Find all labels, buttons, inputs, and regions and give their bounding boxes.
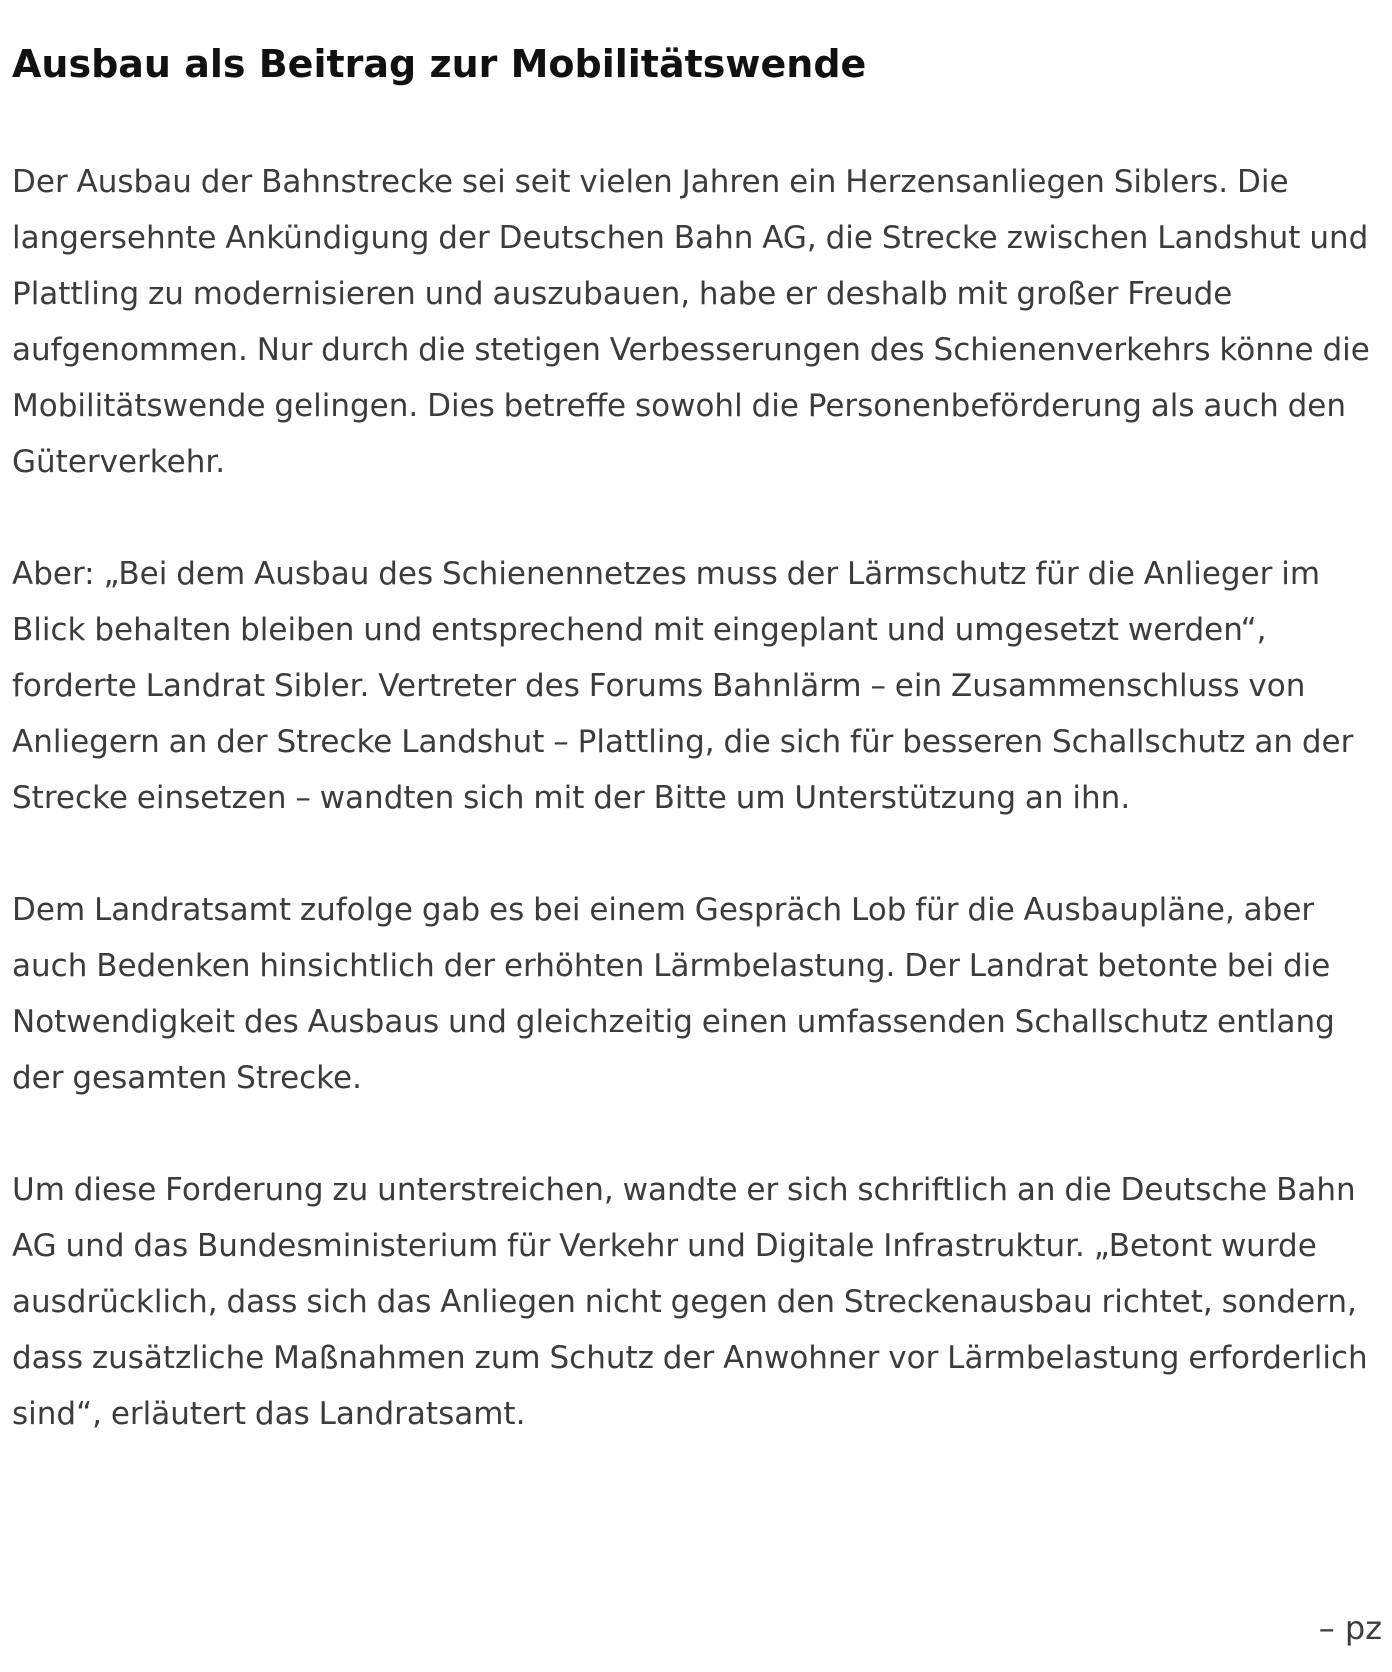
article-paragraph-3: Dem Landratsamt zufolge gab es bei einem Gespräch Lob für die Ausbaupläne, aber auch Bedenken hinsichtlich der erhöhten Lärmbelastung. Der Landrat betonte bei die Notwendigkeit des Ausbaus und gleichzeitig einen umfassenden Schallschutz entlang der gesamten Strecke. [12,892,1335,1096]
article [12,0,1382,1442]
article-paragraph-4: Um diese Forderung zu unterstreichen, wandte er sich schriftlich an die Deutsche Bahn AG und das Bundesministerium für Verkehr und Digitale Infrastruktur. „Betont wurde ausdrücklich, dass sich das Anliegen nicht gegen den Streckenausbau richtet, sondern, dass zusätzliche Maßnahmen zum Schutz der Anwohner vor Lärmbelastung erforderlich sind“, erläutert das Landratsamt. [12,1172,1368,1432]
article-heading: Ausbau als Beitrag zur Mobilitätswende [12,42,867,86]
article-paragraph-2: Aber: „Bei dem Ausbau des Schienennetzes muss der Lärmschutz für die Anlieger im Blick behalten bleiben und entsprechend mit eingeplant und umgesetzt werden“, forderte Landrat Sibler. Vertreter des Forums Bahnlärm – ein Zusammenschluss von Anliegern an der Strecke Landshut – Plattling, die sich für besseren Schallschutz an der Strecke einsetzen – wandten sich mit der Bitte um Unterstützung an ihn. [12,556,1354,816]
author-signature: – pz [1318,1609,1382,1647]
article-paragraph-1: Der Ausbau der Bahnstrecke sei seit vielen Jahren ein Herzensanliegen Siblers. Die langersehnte Ankündigung der Deutschen Bahn AG, die Strecke zwischen Landshut und Plattling zu modernisieren und auszubauen, habe er deshalb mit großer Freude aufgenommen. Nur durch die stetigen Verbesserungen des Schienenverkehrs könne die Mobilitätswende gelingen. Dies betreffe sowohl die Personenbeförderung als auch den Güterverkehr. [12,164,1370,480]
